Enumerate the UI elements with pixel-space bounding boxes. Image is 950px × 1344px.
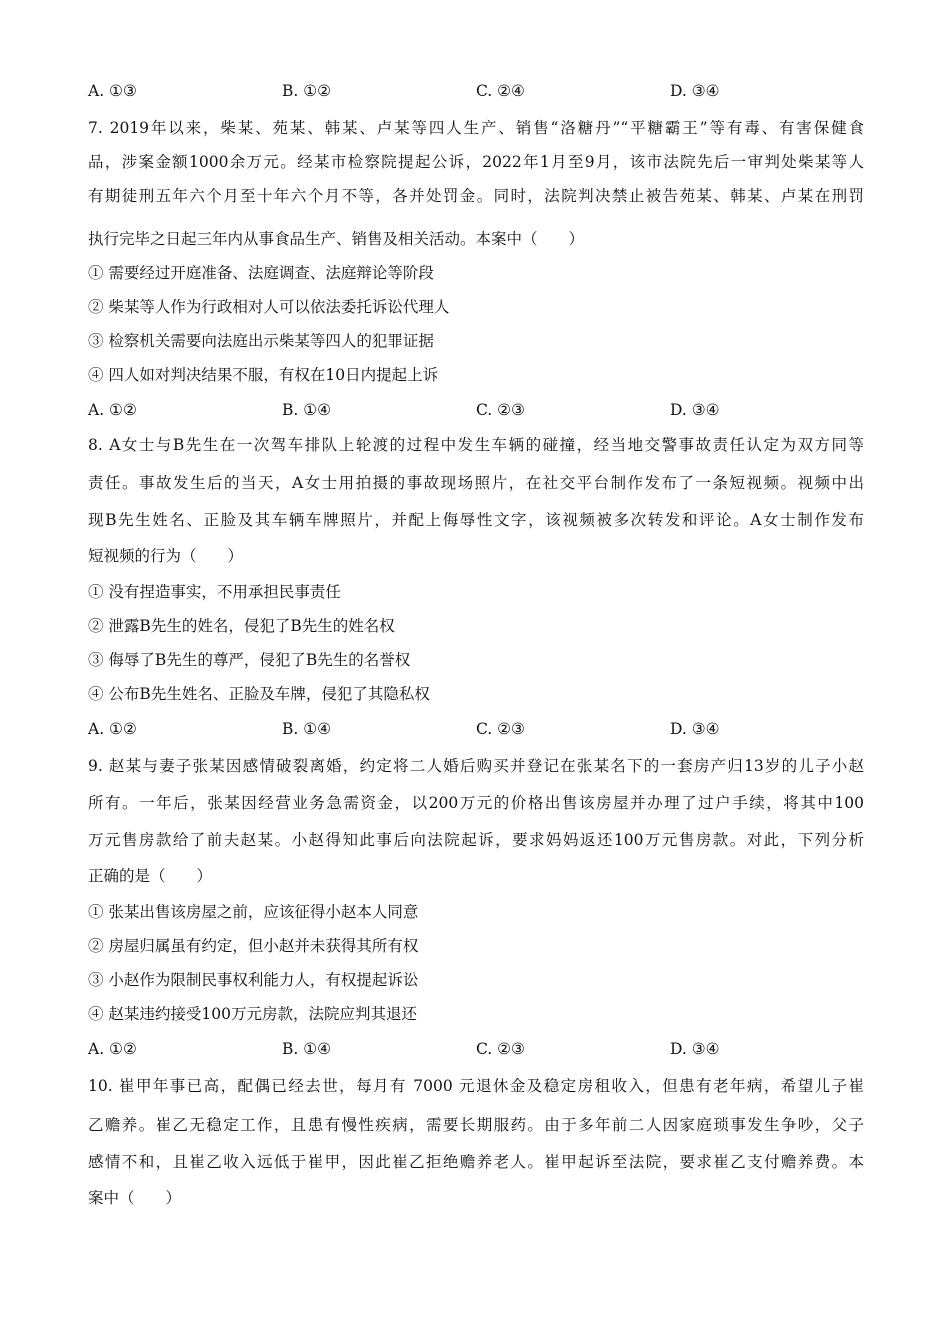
q10-stem-line: 乙赡养。崔乙无稳定工作，且患有慢性疾病，需要长期服药。由于多年前二人因家庭琐事发生争吵，父子: [88, 1116, 864, 1134]
q8-stem-line: 责任。事故发生后的当天，A女士用拍摄的事故现场照片，在社交平台制作发布了一条短视频。视频中出: [88, 474, 864, 492]
q9-item-2: ② 房屋归属虽有约定，但小赵并未获得其所有权: [88, 937, 419, 955]
q7-option-b[interactable]: B. ①④: [282, 401, 332, 419]
q9-options: [88, 1039, 864, 1059]
q6-options: [88, 81, 864, 101]
q7-option-d[interactable]: D. ③④: [670, 401, 720, 419]
q6-option-d[interactable]: D. ③④: [670, 82, 720, 100]
q7-item-1: ① 需要经过开庭准备、法庭调查、法庭辩论等阶段: [88, 264, 434, 282]
q9-stem-line: 9. 赵某与妻子张某因感情破裂离婚，约定将二人婚后购买并登记在张某名下的一套房产归13岁的儿子小赵: [88, 757, 864, 775]
q9-option-d[interactable]: D. ③④: [670, 1040, 720, 1058]
q9-stem-line: 万元售房款给了前夫赵某。小赵得知此事后向法院起诉，要求妈妈返还100万元售房款。对此，下列分析: [88, 831, 864, 849]
q7-options: [88, 400, 864, 420]
q8-options: [88, 719, 864, 739]
q8-item-4: ④ 公布B先生姓名、正脸及车牌，侵犯了其隐私权: [88, 685, 430, 703]
q7-stem-line: 有期徒刑五年六个月至十年六个月不等，各并处罚金。同时，法院判决禁止被告苑某、韩某、卢某在刑罚: [88, 187, 864, 205]
q6-option-b[interactable]: B. ①②: [282, 82, 332, 100]
q10-stem-line: 案中（ ）: [88, 1189, 182, 1207]
q7-option-c[interactable]: C. ②③: [476, 401, 525, 419]
q7-stem-line: 执行完毕之日起三年内从事食品生产、销售及相关活动。本案中（ ）: [88, 230, 585, 248]
q8-item-2: ② 泄露B先生的姓名，侵犯了B先生的姓名权: [88, 617, 395, 635]
q8-option-a[interactable]: A. ①②: [88, 720, 137, 738]
q9-option-c[interactable]: C. ②③: [476, 1040, 525, 1058]
q6-option-c[interactable]: C. ②④: [476, 82, 525, 100]
q9-stem-line: 正确的是（ ）: [88, 867, 213, 885]
q9-option-b[interactable]: B. ①④: [282, 1040, 332, 1058]
q8-item-1: ① 没有捏造事实，不用承担民事责任: [88, 583, 341, 601]
q7-item-4: ④ 四人如对判决结果不服，有权在10日内提起上诉: [88, 366, 439, 384]
q9-stem-line: 所有。一年后，张某因经营业务急需资金，以200万元的价格出售该房屋并办理了过户手续，将其中100: [88, 794, 864, 812]
q8-stem-line: 8. A女士与B先生在一次驾车排队上轮渡的过程中发生车辆的碰撞，经当地交警事故责任认定为双方同等: [88, 436, 864, 454]
q8-option-b[interactable]: B. ①④: [282, 720, 332, 738]
q9-item-4: ④ 赵某违约接受100万元房款，法院应判其退还: [88, 1005, 418, 1023]
q9-option-a[interactable]: A. ①②: [88, 1040, 137, 1058]
q9-item-1: ① 张某出售该房屋之前，应该征得小赵本人同意: [88, 903, 419, 921]
q7-item-3: ③ 检察机关需要向法庭出示柴某等四人的犯罪证据: [88, 332, 434, 350]
q10-stem-line: 感情不和，且崔乙收入远低于崔甲，因此崔乙拒绝赡养老人。崔甲起诉至法院，要求崔乙支付赡养费。本: [88, 1153, 864, 1171]
q8-item-3: ③ 侮辱了B先生的尊严，侵犯了B先生的名誉权: [88, 651, 411, 669]
q7-option-a[interactable]: A. ①②: [88, 401, 137, 419]
q8-option-d[interactable]: D. ③④: [670, 720, 720, 738]
q10-stem-line: 10. 崔甲年事已高，配偶已经去世，每月有 7000 元退休金及稳定房租收入，但患有老年病，希望儿子崔: [88, 1077, 864, 1095]
q6-option-a[interactable]: A. ①③: [88, 82, 137, 100]
q8-stem-line: 短视频的行为（ ）: [88, 547, 244, 565]
q8-stem-line: 现B先生姓名、正脸及其车辆车牌照片，并配上侮辱性文字，该视频被多次转发和评论。A女士制作发布: [88, 511, 864, 529]
q9-item-3: ③ 小赵作为限制民事权利能力人，有权提起诉讼: [88, 971, 419, 989]
q7-item-2: ② 柴某等人作为行政相对人可以依法委托诉讼代理人: [88, 298, 450, 316]
q7-stem-line: 7. 2019年以来，柴某、苑某、韩某、卢某等四人生产、销售“洛糖丹”“平糖霸王”等有毒、有害保健食: [88, 119, 864, 137]
q8-option-c[interactable]: C. ②③: [476, 720, 525, 738]
q7-stem-line: 品，涉案金额1000余万元。经某市检察院提起公诉，2022年1月至9月，该市法院先后一审判处柴某等人: [88, 153, 864, 171]
